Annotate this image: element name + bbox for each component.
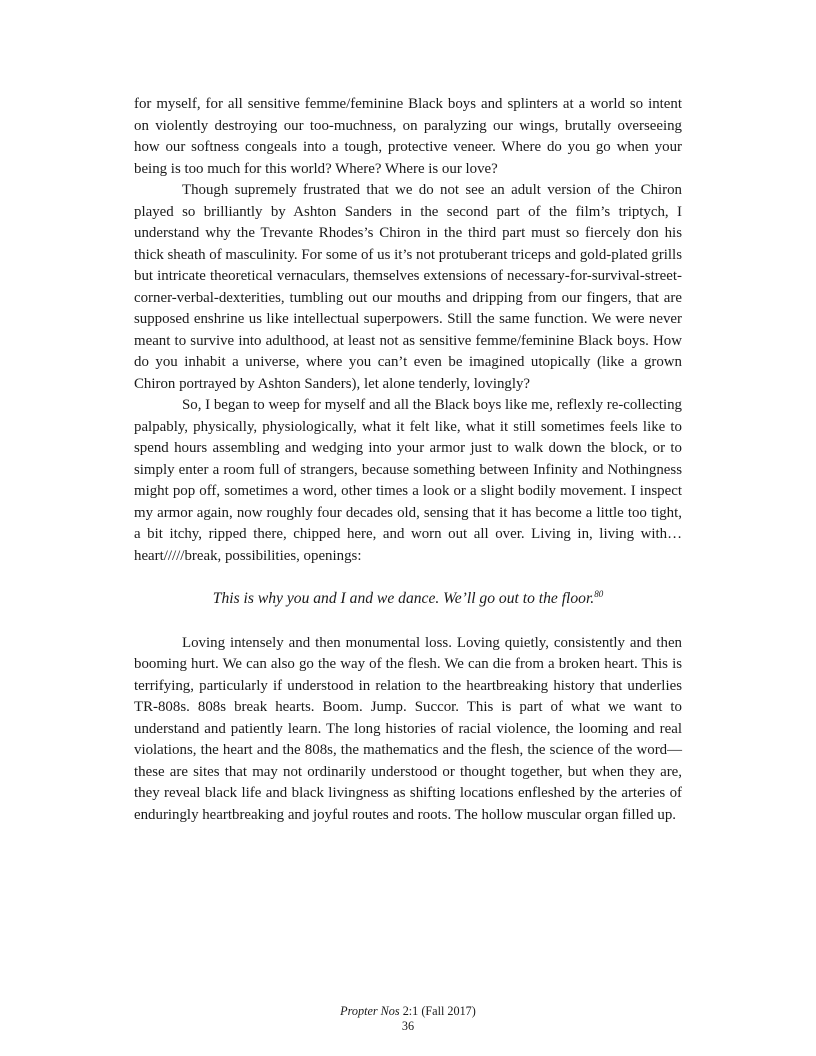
body-paragraph-1: for myself, for all sensitive femme/feminine Black boys and splinters at a world so intent on violently destroying our too-muchness, on paralyzing our wings, brutally overseeing how our softness congeals into a tough, protective veneer. Where do you go when your being is too much for this world? Where? Where is our love? — [134, 96, 682, 177]
footnote-marker-80[interactable]: 80 — [594, 589, 604, 599]
page-body — [134, 94, 682, 826]
page-footer — [0, 1004, 816, 1033]
journal-citation — [0, 1004, 816, 1019]
journal-issue: 2:1 (Fall 2017) — [399, 1004, 476, 1018]
journal-title: Propter Nos — [340, 1004, 400, 1018]
body-paragraph-3: So, I began to weep for myself and all the Black boys like me, reflexly re-collecting palpably, physically, physiologically, what it felt like, what it still sometimes feels like to spend hours assembling and wedging into your armor just to walk down the block, or to simply enter a room full of strangers, because something between Infinity and Nothingness might pop off, sometimes a word, other times a look or a slight bodily movement. I inspect my armor again, now roughly four decades old, sensing that it has become a little too tight, a bit itchy, ripped there, chipped here, and worn out all over. Living in, living with…heart/////break, possibilities, openings: — [134, 397, 682, 564]
body-paragraph-4: Loving intensely and then monumental loss. Loving quietly, consistently and then booming hurt. We can also go the way of the flesh. We can die from a broken heart. This is terrifying, particularly if understood in relation to the heartbreaking history that underlies TR-808s. 808s break hearts. Boom. Jump. Succor. This is part of what we want to understand and patiently learn. The long histories of racial violence, the looming and real violations, the heart and the 808s, the mathematics and the flesh, the science of the word—these are sites that may not ordinarily understood or thought together, but when they are, they reveal black life and black livingness as shifting locations enfleshed by the arteries of enduringly heartbreaking and joyful routes and roots. The hollow muscular organ filled up. — [134, 634, 682, 823]
page-number: 36 — [401, 1018, 415, 1033]
epigraph — [134, 588, 682, 610]
epigraph-text: This is why you and I and we dance. We’ll go out to the floor. — [212, 590, 595, 607]
body-paragraph-2: Though supremely frustrated that we do not see an adult version of the Chiron played so brilliantly by Ashton Sanders in the second part of the film’s triptych, I understand why the Trevante Rhodes’s Chiron in the third part must so fiercely don his thick sheath of masculinity. For some of us it’s not protuberant triceps and gold-plated grills but intricate theoretical vernaculars, themselves extensions of necessary-for-survival-street-corner-verbal-dexterities, tumbling out our mouths and dripping from our fingers, that are supposed enshrine us like intellectual superpowers. Still the same function. We were never meant to survive into adulthood, at least not as sensitive femme/feminine Black boys. How do you inhabit a universe, where you can’t even be imagined utopically (like a grown Chiron portrayed by Ashton Sanders), let alone tenderly, lovingly? — [134, 182, 682, 392]
